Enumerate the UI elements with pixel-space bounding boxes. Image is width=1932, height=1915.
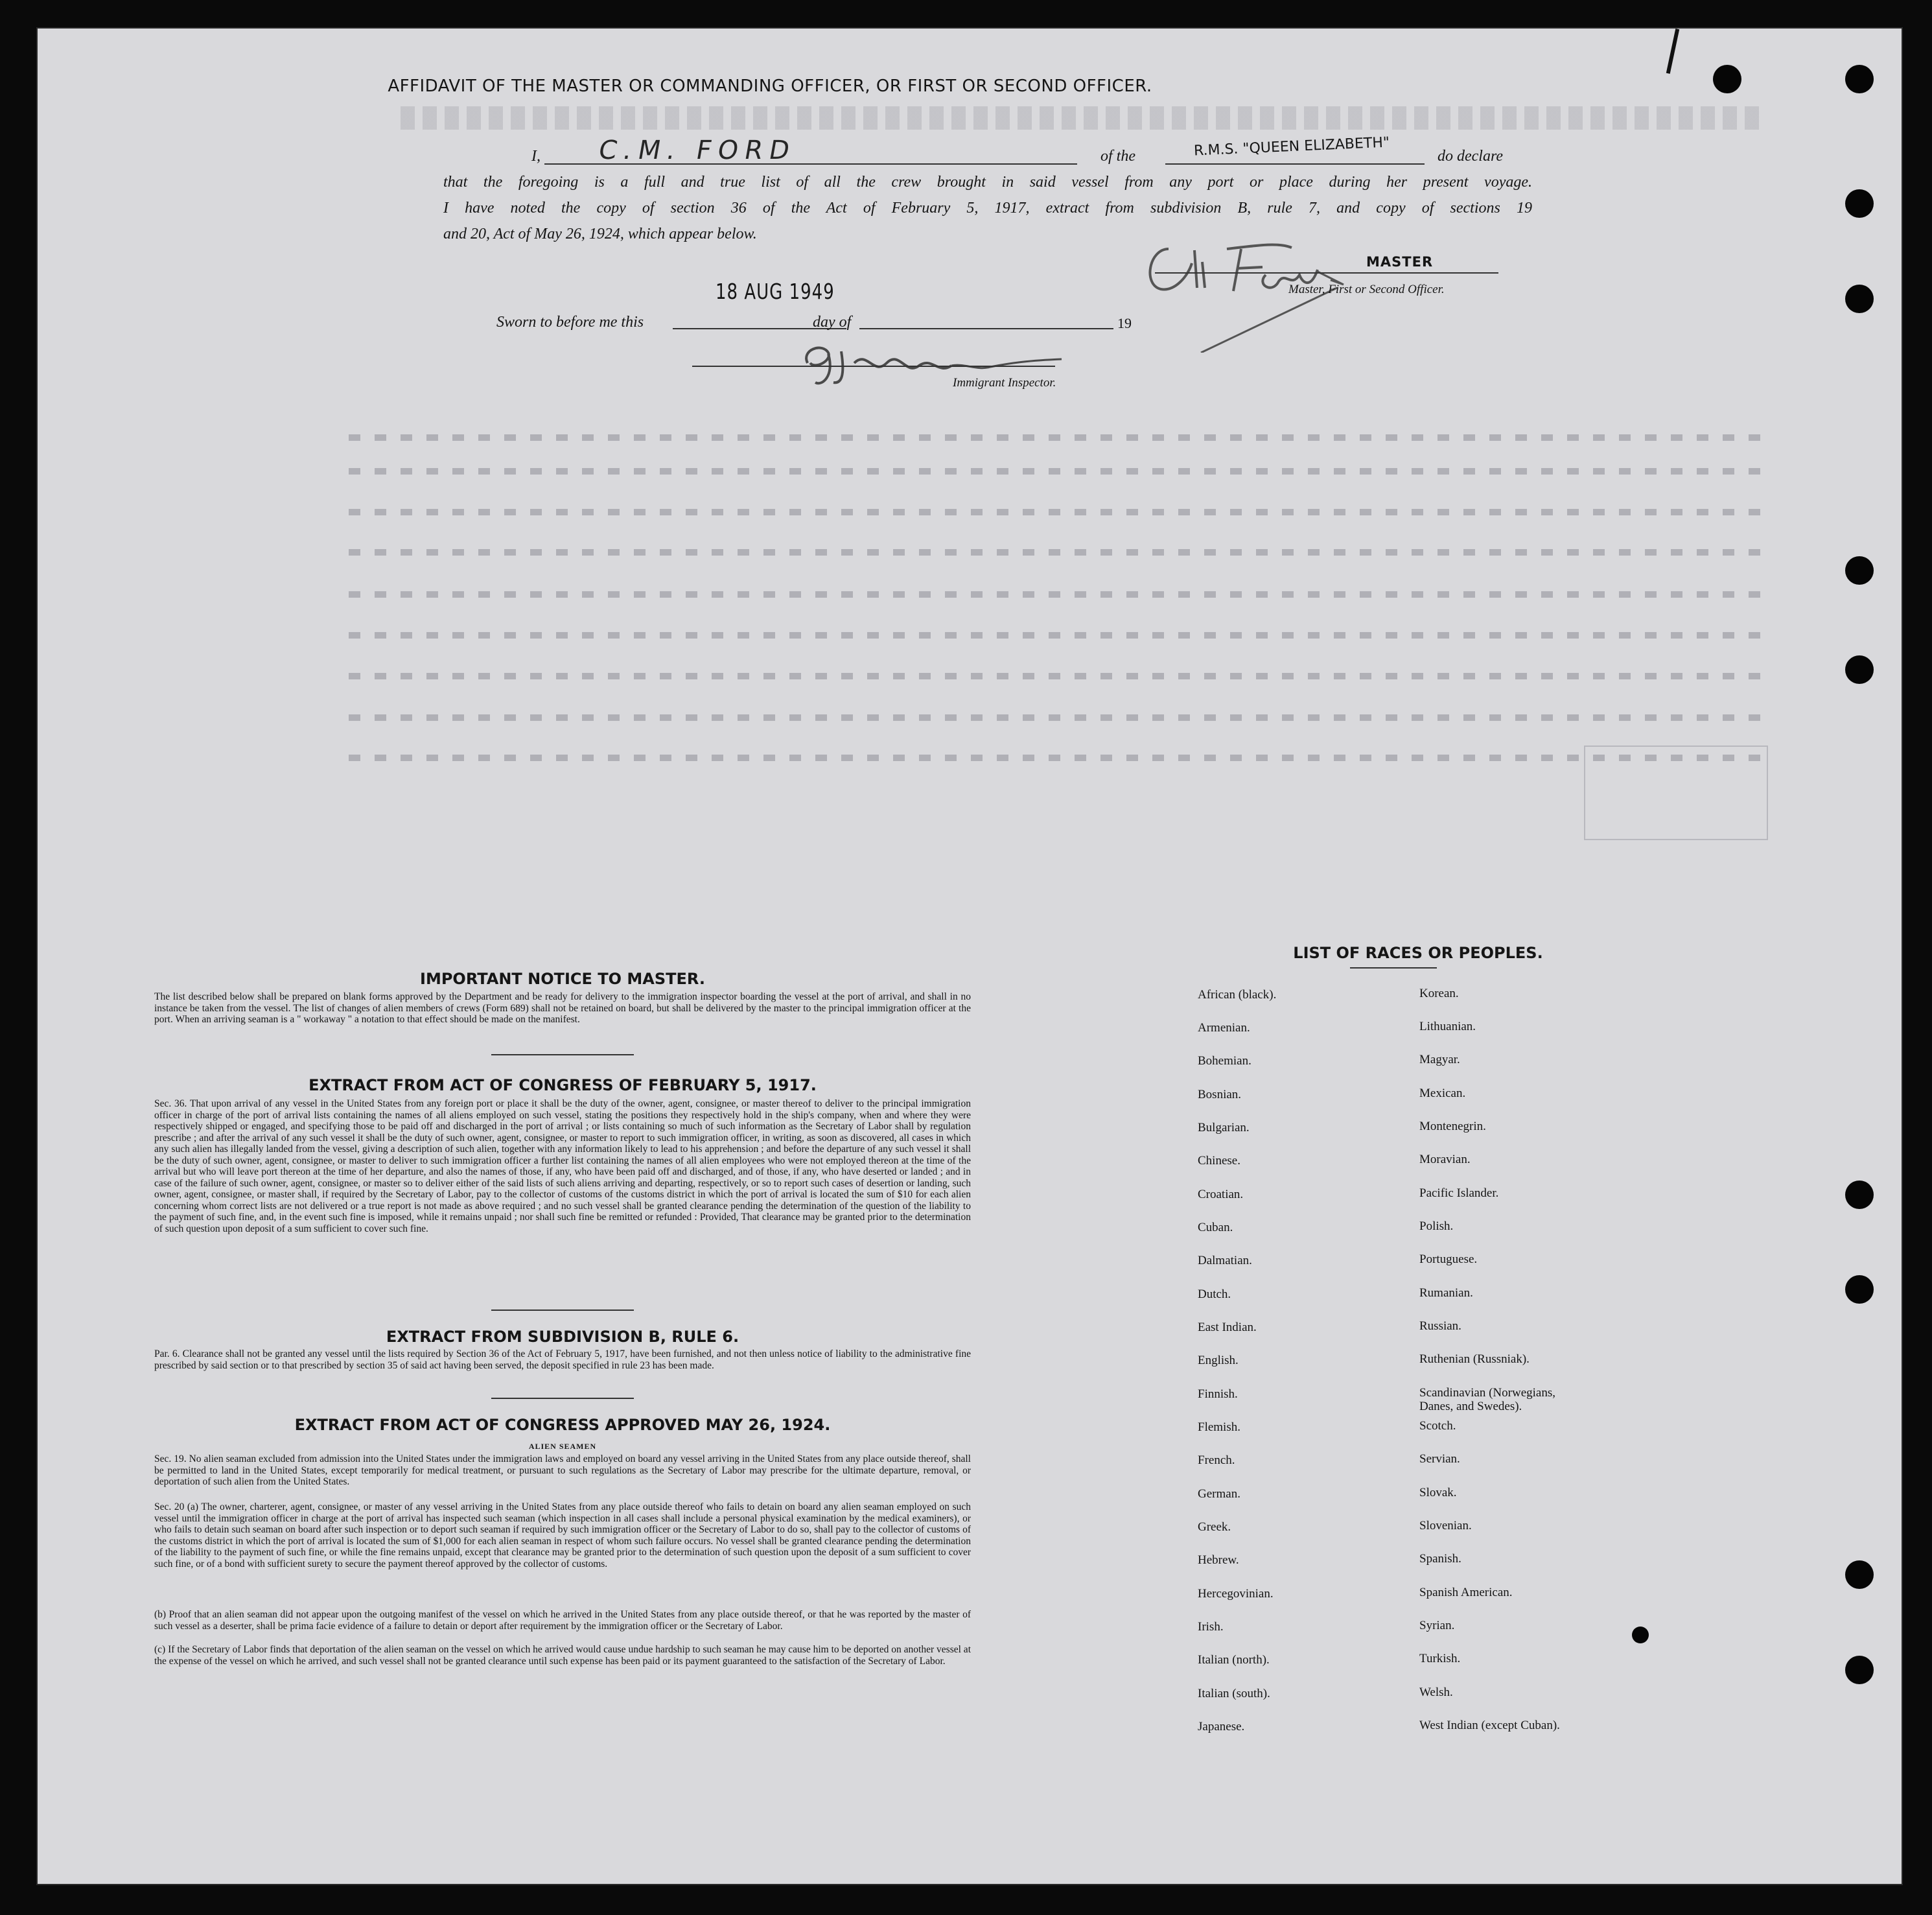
vessel-stamp: R.M.S. "QUEEN ELIZABETH": [1193, 134, 1390, 159]
affidavit-i: I,: [531, 148, 541, 165]
race-item: French.: [1198, 1453, 1235, 1467]
race-item: West Indian (except Cuban).: [1419, 1719, 1560, 1732]
extract-1924-sec20b: (b) Proof that an alien seaman did not appear upon the outgoing manifest of the vessel on which he arrived in the United States from any place outside thereof, or that he was reported by the master of such vessel as a deserter, shall be prima facie evidence of a failure to detain or deport after requirement by the immigration officer or the Secretary of Labor.: [154, 1609, 971, 1632]
master-caption: Master, First or Second Officer.: [1288, 283, 1445, 296]
race-item: Korean.: [1419, 987, 1459, 1000]
race-item: Flemish.: [1198, 1420, 1240, 1434]
pen-mark: [1666, 29, 1679, 74]
extract-1924-heading: EXTRACT FROM ACT OF CONGRESS APPROVED MAY 26, 1924.: [294, 1416, 831, 1434]
punch-hole-1: [1713, 65, 1741, 93]
extract-rule6-body: Par. 6. Clearance shall not be granted any vessel until the lists required by Section 36 of the Act of February 5, 1917, have been furnished, and not then unless notice of liability to the administrative fine prescribed by said section or to that prescribed by section 35 of said act having been served, the deposit specified in rule 23 has been made.: [154, 1348, 971, 1371]
extract-1917-heading: EXTRACT FROM ACT OF CONGRESS OF FEBRUARY 5, 1917.: [308, 1076, 817, 1094]
officer-name: C.M. FORD: [596, 135, 798, 165]
race-item: Japanese.: [1198, 1720, 1245, 1733]
race-item: Polish.: [1419, 1219, 1454, 1233]
race-item: Croatian.: [1198, 1188, 1244, 1201]
alien-seamen-subheading: ALIEN SEAMEN: [528, 1442, 597, 1451]
race-item: Mexican.: [1419, 1087, 1466, 1100]
extract-1917-body: Sec. 36. That upon arrival of any vessel in the United States from any foreign port or place it shall be the duty of the owner, agent, consignee, or master thereof to deliver to the principal immigration officer in charge of the port of arrival lists containing the names of all aliens employed on such vessel, stating the positions they respectively hold in the ship's company, when and where they were respectively shipped or engaged, and specifying those to be paid off and discharged in the port of arrival ; or lists containing so much of such information as the Secretary of Labor shall by regulation prescribe ; and after the arrival of any such vessel it shall be the duty of such owner, agent, consignee, or master to report to such immigration officer, in writing, as soon as discovered, all cases in which any such alien has illegally landed from the vessel, giving a description of such alien, together with any information likely to lead to his apprehension ; and before the departure of any such vessel it shall be the duty of such owner, agent, consignee, or master to deliver to such immigration officer a further list containing the names of all alien employees who were not employed thereon at the time of the arrival but who will leave port thereon at the time of her departure, and also the names of those, if any, who have been paid off and discharged, and of those, if any, who have deserted or landed ; and in case of the failure of such owner, agent, consignee, or master so to deliver either of the said lists of such aliens arriving and departing, respectively, or so to report such cases of desertion or landing, such owner, agent, consignee, or master shall, if required by the Secretary of Labor, pay to the collector of customs of the customs district in which the port of arrival is located the sum of $10 for each alien concerning whom correct lists are not delivered or a true report is not made as above required ; and no such vessel shall be granted clearance pending the determination of the question of the liability to the payment of such fine, and, in the event such fine is imposed, while it remains unpaid ; nor shall such fine be remitted or refunded : Provided, That clearance may be granted prior to the determination of such question upon deposit of a sum sufficient to cover such fine.: [154, 1098, 971, 1234]
date-stamp: 18 AUG 1949: [716, 280, 835, 305]
extract-1924-sec19: Sec. 19. No alien seaman excluded from admission into the United States under the immigration laws and employed on board any vessel arriving in the United States from any place outside thereof, shall be permitted to land in the United States, except temporarily for medical treatment, or pursuant to such regulations as the Secretary of Labor may prescribe for the ultimate departure, removal, or deportation of such alien from the United States.: [154, 1453, 971, 1487]
punch-hole-2: [1845, 65, 1874, 93]
race-item: Irish.: [1198, 1620, 1224, 1634]
race-item: Rumanian.: [1419, 1286, 1473, 1300]
race-item: Welsh.: [1419, 1686, 1453, 1699]
punch-hole-small-1: [1632, 1627, 1649, 1643]
race-item: Dalmatian.: [1198, 1254, 1252, 1267]
bleed-through-header: [401, 106, 1762, 130]
affidavit-line-2: that the foregoing is a full and true list of all the crew brought in said vessel from any port or place during her present voyage.: [443, 174, 1532, 191]
bleed-through-stamp: [1584, 746, 1768, 840]
race-item: Italian (north).: [1198, 1653, 1270, 1667]
race-item: African (black).: [1198, 988, 1277, 1002]
bleed-through-row: [297, 586, 1852, 604]
race-item: Spanish.: [1419, 1552, 1461, 1566]
race-item: East Indian.: [1198, 1321, 1257, 1334]
of-the-label: of the: [1100, 148, 1135, 165]
race-item: Armenian.: [1198, 1021, 1250, 1035]
master-stamp: MASTER: [1366, 254, 1434, 270]
punch-hole-8: [1845, 1275, 1874, 1304]
race-item: Hebrew.: [1198, 1553, 1239, 1567]
races-heading: LIST OF RACES OR PEOPLES.: [1293, 944, 1543, 962]
race-item: Scandinavian (Norwegians, Danes, and Swedes).: [1419, 1386, 1555, 1413]
sworn-text: Sworn to before me this: [496, 314, 644, 331]
extract-1924-sec20a: Sec. 20 (a) The owner, charterer, agent, consignee, or master of any vessel arriving in the United States from any place outside thereof who fails to detain on board any alien seaman employed on such vessel until the immigration officer in charge at the port of arrival has inspected such seaman (which inspection in all cases shall include a personal physical examination by the medical examiners), or who fails to detain such seaman on board after such inspection or to deport such seaman if required by such immigration officer or the Secretary of Labor to do so, shall pay to the collector of customs of the customs district in which the port of arrival is located the sum of $1,000 for each alien seaman in respect of whom such failure occurs. No vessel shall be granted clearance pending the determination of the liability to the payment of such fine, or while the fine remains unpaid, except that clearance may be granted prior to the determination of such question upon the deposit of a sum sufficient to cover such fine, or of a bond with sufficient surety to secure the payment thereof approved by the collector of customs.: [154, 1501, 971, 1569]
race-item: Finnish.: [1198, 1387, 1238, 1401]
race-item: Cuban.: [1198, 1221, 1233, 1234]
race-item: Servian.: [1419, 1452, 1460, 1466]
race-item: Pacific Islander.: [1419, 1186, 1499, 1200]
punch-hole-7: [1845, 1181, 1874, 1209]
document-sheet: [38, 29, 1902, 1884]
bleed-through-row: [297, 627, 1852, 645]
race-item: Montenegrin.: [1419, 1120, 1486, 1133]
bleed-through-row: [297, 668, 1852, 686]
punch-hole-10: [1845, 1656, 1874, 1684]
race-item: English.: [1198, 1354, 1239, 1367]
divider: [1350, 967, 1437, 969]
punch-hole-4: [1845, 285, 1874, 313]
race-item: Magyar.: [1419, 1053, 1460, 1066]
race-item: Ruthenian (Russniak).: [1419, 1352, 1530, 1366]
race-item: Russian.: [1419, 1319, 1461, 1333]
race-item: Slovenian.: [1419, 1519, 1472, 1533]
bleed-through-row: [297, 463, 1852, 481]
punch-hole-3: [1845, 189, 1874, 218]
bleed-through-row: [297, 709, 1852, 727]
year-prefix: 19: [1117, 315, 1132, 331]
affidavit-title: AFFIDAVIT OF THE MASTER OR COMMANDING OFFICER, OR FIRST OR SECOND OFFICER.: [388, 76, 1152, 96]
bleed-through-row: [297, 544, 1852, 562]
race-item: Turkish.: [1419, 1652, 1461, 1665]
race-item: Hercegovinian.: [1198, 1587, 1274, 1601]
race-item: Moravian.: [1419, 1153, 1471, 1166]
bleed-through-row: [297, 429, 1852, 447]
notice-body: The list described below shall be prepared on blank forms approved by the Department and be ready for delivery to the immigration inspector boarding the vessel at the port of arrival, and shall in no instance be taken from the vessel. The list of changes of alien members of crews (Form 689) shall not be retained on board, but shall be delivered by the master to the principal immigration officer at the port. When an arriving seaman is a " workaway " a notation to that effect should be made on the manifest.: [154, 991, 971, 1025]
race-item: Bohemian.: [1198, 1054, 1251, 1068]
race-item: Slovak.: [1419, 1486, 1457, 1499]
race-item: Portuguese.: [1419, 1252, 1478, 1266]
extract-1924-sec20c: (c) If the Secretary of Labor finds that deportation of the alien seaman on the vessel on which he arrived would cause undue hardship to such seaman he may cause him to be deported on another vessel at the expense of the vessel on which he arrived, and such vessel shall not be granted clearance until such expense has been paid or its payment guaranteed to the satisfaction of the Secretary of Labor.: [154, 1644, 971, 1667]
race-item: Lithuanian.: [1419, 1020, 1476, 1033]
extract-rule6-heading: EXTRACT FROM SUBDIVISION B, RULE 6.: [386, 1328, 739, 1346]
inspector-caption: Immigrant Inspector.: [953, 376, 1056, 390]
bleed-through-row: [297, 504, 1852, 522]
affidavit-line-4: and 20, Act of May 26, 1924, which appear below.: [443, 226, 757, 242]
affidavit-line-3: I have noted the copy of section 36 of the Act of February 5, 1917, extract from subdivision B, rule 7, and copy of sections 19: [443, 200, 1532, 217]
race-item: Chinese.: [1198, 1154, 1240, 1168]
race-item: Italian (south).: [1198, 1687, 1270, 1700]
divider: [491, 1310, 634, 1311]
notice-heading: IMPORTANT NOTICE TO MASTER.: [420, 970, 705, 988]
divider: [491, 1054, 634, 1055]
race-item: Syrian.: [1419, 1619, 1455, 1632]
inspector-signature-line: [692, 366, 1055, 367]
do-declare-label: do declare: [1437, 148, 1504, 165]
punch-hole-9: [1845, 1560, 1874, 1589]
day-of-label: day of: [813, 314, 852, 331]
sworn-month-line: [859, 328, 1113, 329]
race-item: German.: [1198, 1487, 1240, 1501]
race-item: Greek.: [1198, 1520, 1231, 1534]
master-signature-line: [1155, 272, 1498, 274]
race-item: Scotch.: [1419, 1419, 1456, 1433]
race-item: Dutch.: [1198, 1287, 1231, 1301]
divider: [491, 1398, 634, 1399]
race-item: Bulgarian.: [1198, 1121, 1250, 1134]
race-item: Spanish American.: [1419, 1586, 1513, 1599]
race-item: Bosnian.: [1198, 1088, 1242, 1101]
vessel-line: [1165, 163, 1425, 165]
